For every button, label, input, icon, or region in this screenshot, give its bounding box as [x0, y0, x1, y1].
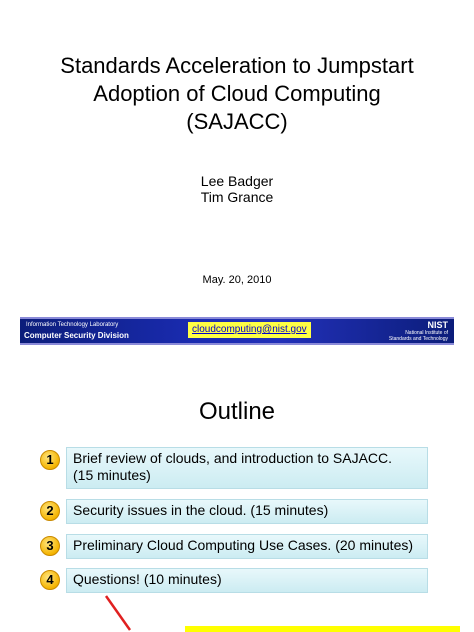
banner-lab-name: Information Technology Laboratory — [26, 322, 119, 328]
presentation-date: May. 20, 2010 — [202, 274, 272, 286]
outline-item-4 — [66, 568, 428, 593]
nist-logo-text — [389, 320, 448, 342]
banner-division-name: Computer Security Division — [24, 331, 129, 340]
red-arrow-icon — [104, 594, 134, 632]
outline-item-1 — [66, 447, 428, 489]
outline-item-1-line-1: Brief review of clouds, and introduction to SAJACC. — [73, 450, 393, 466]
outline-item-4-line-1: Questions! (10 minutes) — [73, 571, 222, 587]
item-number-badge-2: 2 — [40, 501, 60, 521]
outline-item-1-line-2: (15 minutes) — [73, 467, 151, 483]
outline-item-3 — [66, 534, 428, 559]
item-number-badge-1: 1 — [40, 450, 60, 470]
title-line-1: Standards Acceleration to Jumpstart — [60, 53, 414, 78]
author-1: Lee Badger — [200, 173, 274, 189]
nist-wordmark: NIST — [427, 320, 448, 330]
title-line-3: (SAJACC) — [186, 109, 288, 134]
nist-name-line-1: National Institute of — [405, 330, 448, 336]
author-2: Tim Grance — [200, 189, 274, 205]
item-number-badge-3: 3 — [40, 536, 60, 556]
outline-item-3-line-1: Preliminary Cloud Computing Use Cases. (20 minutes) — [73, 537, 414, 553]
nist-banner — [20, 317, 454, 345]
nist-name-line-2: Standards and Technology — [388, 336, 448, 342]
outline-title: Outline — [198, 398, 276, 425]
title-line-2: Adoption of Cloud Computing — [93, 81, 381, 106]
item-number-badge-4: 4 — [40, 570, 60, 590]
contact-email-link[interactable]: cloudcomputing@nist.gov — [188, 322, 311, 338]
yellow-highlight-bar — [185, 626, 460, 632]
authors — [0, 173, 474, 205]
outline-item-2-line-1: Security issues in the cloud. (15 minutes) — [73, 502, 329, 518]
slide-title — [0, 52, 474, 136]
outline-item-2 — [66, 499, 428, 524]
